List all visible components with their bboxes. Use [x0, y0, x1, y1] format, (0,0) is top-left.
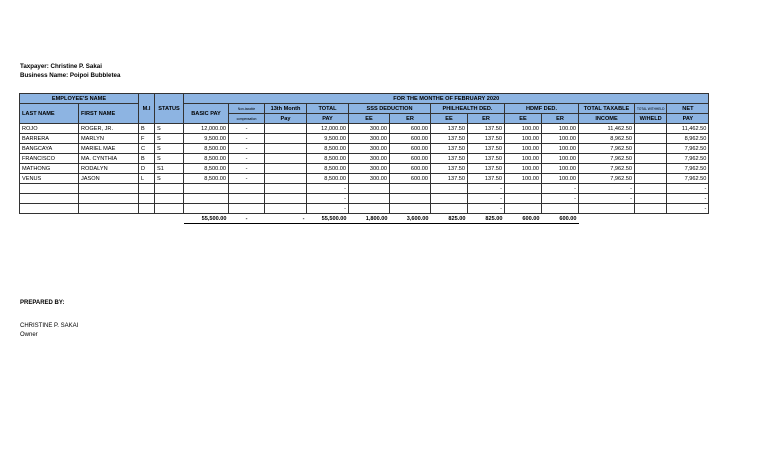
status-cell: S	[155, 154, 184, 164]
taxable-income-cell: 7,962.50	[579, 144, 635, 154]
philhealth-ee-cell: 137.50	[431, 164, 468, 174]
mi-cell	[139, 194, 155, 204]
hdmf-er-cell	[542, 204, 579, 214]
total-sss-er: 3,600.00	[390, 214, 431, 224]
taxable-income-cell: -	[579, 194, 635, 204]
sss-er-cell: 600.00	[390, 154, 431, 164]
withheld-cell	[635, 204, 667, 214]
sss-er-cell: 600.00	[390, 144, 431, 154]
last-name-cell	[20, 194, 79, 204]
philhealth-ee-cell	[431, 184, 468, 194]
sss-ee-cell	[349, 194, 390, 204]
basic-pay-cell: 12,000.00	[184, 124, 229, 134]
total-pay-header: TOTAL	[307, 104, 349, 114]
withheld-cell	[635, 164, 667, 174]
philhealth-er-cell: 137.50	[468, 174, 505, 184]
last-name-cell: ROJO	[20, 124, 79, 134]
total-non-taxable: -	[229, 214, 265, 224]
hdmf-ee-cell: 100.00	[505, 124, 542, 134]
hdmf-er-header: ER	[542, 114, 579, 124]
last-name-cell	[20, 204, 79, 214]
total-philhealth-er: 825.00	[468, 214, 505, 224]
sss-ee-cell: 300.00	[349, 164, 390, 174]
net-pay-cell: -	[667, 204, 709, 214]
table-row	[20, 134, 709, 144]
net-pay-cell: 7,962.50	[667, 144, 709, 154]
first-name-cell	[79, 204, 139, 214]
total-pay-cell: -	[307, 194, 349, 204]
first-name-cell: ROGER, JR.	[79, 124, 139, 134]
first-name-cell: JASON	[79, 174, 139, 184]
total-withheld-header: TOTAL WITHHELD	[635, 104, 667, 114]
last-name-cell	[20, 184, 79, 194]
sss-ee-cell	[349, 204, 390, 214]
status-cell: S	[155, 144, 184, 154]
table-row	[20, 204, 709, 214]
total-pay-cell: 8,500.00	[307, 144, 349, 154]
philhealth-ee-cell	[431, 204, 468, 214]
basic-pay-cell: 9,500.00	[184, 134, 229, 144]
withheld-subheader: W/HELD	[635, 114, 667, 124]
hdmf-ee-cell	[505, 184, 542, 194]
total-13th-month: -	[265, 214, 307, 224]
philhealth-er-cell: 137.50	[468, 134, 505, 144]
mi-cell: B	[139, 154, 155, 164]
sss-deduction-header: SSS DEDUCTION	[349, 104, 431, 114]
13th-pay-subheader: Pay	[265, 114, 307, 124]
first-name-cell: MARLYN	[79, 134, 139, 144]
sss-ee-cell: 300.00	[349, 144, 390, 154]
hdmf-ee-cell: 100.00	[505, 154, 542, 164]
basic-pay-cell	[184, 204, 229, 214]
sss-er-cell: 600.00	[390, 124, 431, 134]
withheld-cell	[635, 134, 667, 144]
status-cell: S1	[155, 164, 184, 174]
last-name-cell: BARRERA	[20, 134, 79, 144]
net-pay-cell: -	[667, 184, 709, 194]
sss-er-cell	[390, 194, 431, 204]
table-row	[20, 164, 709, 174]
non-taxable-cell	[229, 204, 265, 214]
table-row	[20, 194, 709, 204]
philhealth-er-cell: 137.50	[468, 164, 505, 174]
13th-month-cell	[265, 144, 307, 154]
mi-header: M.I	[139, 94, 155, 124]
13th-month-cell	[265, 204, 307, 214]
signatory-block	[20, 322, 78, 340]
employee-name-group-header: EMPLOYEE'S NAME	[20, 94, 139, 104]
document-header	[20, 62, 120, 80]
withheld-cell	[635, 154, 667, 164]
non-taxable-cell: -	[229, 154, 265, 164]
total-pay-cell: -	[307, 204, 349, 214]
hdmf-ee-header: EE	[505, 114, 542, 124]
sss-er-cell	[390, 204, 431, 214]
withheld-cell	[635, 174, 667, 184]
total-pay-cell: 8,500.00	[307, 154, 349, 164]
basic-pay-cell: 8,500.00	[184, 154, 229, 164]
business-name-line: Business Name: Poipoi Bubbletea	[20, 72, 121, 79]
first-name-cell: MARIEL MAE	[79, 144, 139, 154]
hdmf-ee-cell: 100.00	[505, 144, 542, 154]
taxable-income-subheader: INCOME	[579, 114, 635, 124]
non-taxable-cell: -	[229, 164, 265, 174]
signatory-role: Owner	[20, 332, 38, 338]
sss-er-cell: 600.00	[390, 134, 431, 144]
first-name-cell: RODALYN	[79, 164, 139, 174]
total-sss-ee: 1,800.00	[349, 214, 390, 224]
total-pay-subheader: PAY	[307, 114, 349, 124]
first-name-cell: MA. CYNTHIA	[79, 154, 139, 164]
table-row	[20, 144, 709, 154]
last-name-header: LAST NAME	[20, 104, 79, 124]
totals-row	[20, 214, 709, 224]
withheld-cell	[635, 194, 667, 204]
philhealth-er-cell: -	[468, 184, 505, 194]
taxable-income-cell: 7,962.50	[579, 174, 635, 184]
sss-ee-cell: 300.00	[349, 174, 390, 184]
hdmf-ee-cell	[505, 204, 542, 214]
status-cell	[155, 204, 184, 214]
taxable-income-cell: 8,962.50	[579, 134, 635, 144]
net-pay-cell: 11,462.50	[667, 124, 709, 134]
philhealth-er-cell: -	[468, 194, 505, 204]
non-taxable-cell: -	[229, 144, 265, 154]
non-taxable-cell: -	[229, 134, 265, 144]
mi-cell	[139, 184, 155, 194]
table-row	[20, 154, 709, 164]
total-hdmf-ee: 600.00	[505, 214, 542, 224]
net-pay-cell: 8,962.50	[667, 134, 709, 144]
philhealth-er-cell: 137.50	[468, 154, 505, 164]
sss-er-cell: 600.00	[390, 164, 431, 174]
table-row	[20, 174, 709, 184]
taxable-income-cell: 7,962.50	[579, 164, 635, 174]
status-cell: S	[155, 174, 184, 184]
payroll-table	[19, 93, 709, 224]
hdmf-ee-cell	[505, 194, 542, 204]
basic-pay-cell: 8,500.00	[184, 144, 229, 154]
total-pay-cell: -	[307, 184, 349, 194]
philhealth-header: PHILHEALTH DED.	[431, 104, 505, 114]
basic-pay-cell	[184, 194, 229, 204]
philhealth-ee-cell: 137.50	[431, 174, 468, 184]
total-total-pay: 55,500.00	[307, 214, 349, 224]
sss-er-cell	[390, 184, 431, 194]
13th-month-cell	[265, 194, 307, 204]
philhealth-ee-cell: 137.50	[431, 124, 468, 134]
sss-ee-cell: 300.00	[349, 124, 390, 134]
basic-pay-cell: 8,500.00	[184, 164, 229, 174]
taxable-income-cell	[579, 204, 635, 214]
payroll-rows	[20, 124, 709, 214]
mi-cell: C	[139, 144, 155, 154]
status-cell: S	[155, 124, 184, 134]
total-pay-cell: 8,500.00	[307, 164, 349, 174]
total-taxable-header: TOTAL TAXABLE	[579, 104, 635, 114]
net-pay-header: NET	[667, 104, 709, 114]
philhealth-ee-cell	[431, 194, 468, 204]
total-hdmf-er: 600.00	[542, 214, 579, 224]
sss-ee-header: EE	[349, 114, 390, 124]
table-row	[20, 124, 709, 134]
mi-cell: F	[139, 134, 155, 144]
philhealth-ee-header: EE	[431, 114, 468, 124]
period-header: FOR THE MONTHE OF FEBRUARY 2020	[184, 94, 709, 104]
last-name-cell: FRANCISCO	[20, 154, 79, 164]
philhealth-ee-cell: 137.50	[431, 144, 468, 154]
basic-pay-cell	[184, 184, 229, 194]
net-pay-cell: -	[667, 194, 709, 204]
philhealth-er-cell: -	[468, 204, 505, 214]
sss-er-cell: 600.00	[390, 174, 431, 184]
mi-cell	[139, 204, 155, 214]
mi-cell: D	[139, 164, 155, 174]
withheld-cell	[635, 124, 667, 134]
signatory-name: CHRISTINE P. SAKAI	[20, 323, 79, 329]
compensation-subheader: compensation	[229, 114, 265, 124]
13th-month-cell	[265, 164, 307, 174]
sss-ee-cell: 300.00	[349, 154, 390, 164]
net-pay-subheader: PAY	[667, 114, 709, 124]
hdmf-ee-cell: 100.00	[505, 134, 542, 144]
status-cell: S	[155, 134, 184, 144]
hdmf-er-cell: 100.00	[542, 144, 579, 154]
first-name-cell	[79, 184, 139, 194]
13th-month-cell	[265, 184, 307, 194]
first-name-cell	[79, 194, 139, 204]
sss-er-header: ER	[390, 114, 431, 124]
non-taxable-cell: -	[229, 174, 265, 184]
total-pay-cell: 8,500.00	[307, 174, 349, 184]
philhealth-ee-cell: 137.50	[431, 154, 468, 164]
philhealth-er-cell: 137.50	[468, 144, 505, 154]
philhealth-er-cell: 137.50	[468, 124, 505, 134]
withheld-cell	[635, 184, 667, 194]
non-taxable-cell: -	[229, 124, 265, 134]
net-pay-cell: 7,962.50	[667, 174, 709, 184]
philhealth-er-header: ER	[468, 114, 505, 124]
net-pay-cell: 7,962.50	[667, 164, 709, 174]
first-name-header: FIRST NAME	[79, 104, 139, 124]
sss-ee-cell	[349, 184, 390, 194]
status-cell	[155, 194, 184, 204]
total-basic-pay: 55,500.00	[184, 214, 229, 224]
taxable-income-cell: -	[579, 184, 635, 194]
hdmf-er-cell: 100.00	[542, 124, 579, 134]
13th-month-cell	[265, 134, 307, 144]
hdmf-er-cell: -	[542, 184, 579, 194]
total-philhealth-ee: 825.00	[431, 214, 468, 224]
status-header: STATUS	[155, 94, 184, 124]
status-cell	[155, 184, 184, 194]
mi-cell: L	[139, 174, 155, 184]
last-name-cell: BANGCAYA	[20, 144, 79, 154]
prepared-by-label: PREPARED BY:	[20, 300, 65, 306]
withheld-cell	[635, 144, 667, 154]
hdmf-er-cell: -	[542, 194, 579, 204]
philhealth-ee-cell: 137.50	[431, 134, 468, 144]
basic-pay-cell: 8,500.00	[184, 174, 229, 184]
taxable-income-cell: 7,962.50	[579, 154, 635, 164]
total-pay-cell: 12,000.00	[307, 124, 349, 134]
mi-cell: B	[139, 124, 155, 134]
hdmf-er-cell: 100.00	[542, 154, 579, 164]
sss-ee-cell: 300.00	[349, 134, 390, 144]
taxpayer-line: Taxpayer: Christine P. Sakai	[20, 63, 102, 70]
13th-month-cell	[265, 174, 307, 184]
non-taxable-cell	[229, 194, 265, 204]
hdmf-er-cell: 100.00	[542, 164, 579, 174]
last-name-cell: VENUS	[20, 174, 79, 184]
13th-month-header: 13th Month	[265, 104, 307, 114]
13th-month-cell	[265, 124, 307, 134]
last-name-cell: MATHONG	[20, 164, 79, 174]
hdmf-ee-cell: 100.00	[505, 164, 542, 174]
basic-pay-header: BASIC PAY	[184, 104, 229, 124]
table-row	[20, 184, 709, 194]
hdmf-er-cell: 100.00	[542, 134, 579, 144]
total-pay-cell: 9,500.00	[307, 134, 349, 144]
13th-month-cell	[265, 154, 307, 164]
hdmf-er-cell: 100.00	[542, 174, 579, 184]
taxable-income-cell: 11,462.50	[579, 124, 635, 134]
hdmf-header: HDMF DED.	[505, 104, 579, 114]
net-pay-cell: 7,962.50	[667, 154, 709, 164]
non-taxable-header: Non-taxable	[229, 104, 265, 114]
hdmf-ee-cell: 100.00	[505, 174, 542, 184]
non-taxable-cell	[229, 184, 265, 194]
